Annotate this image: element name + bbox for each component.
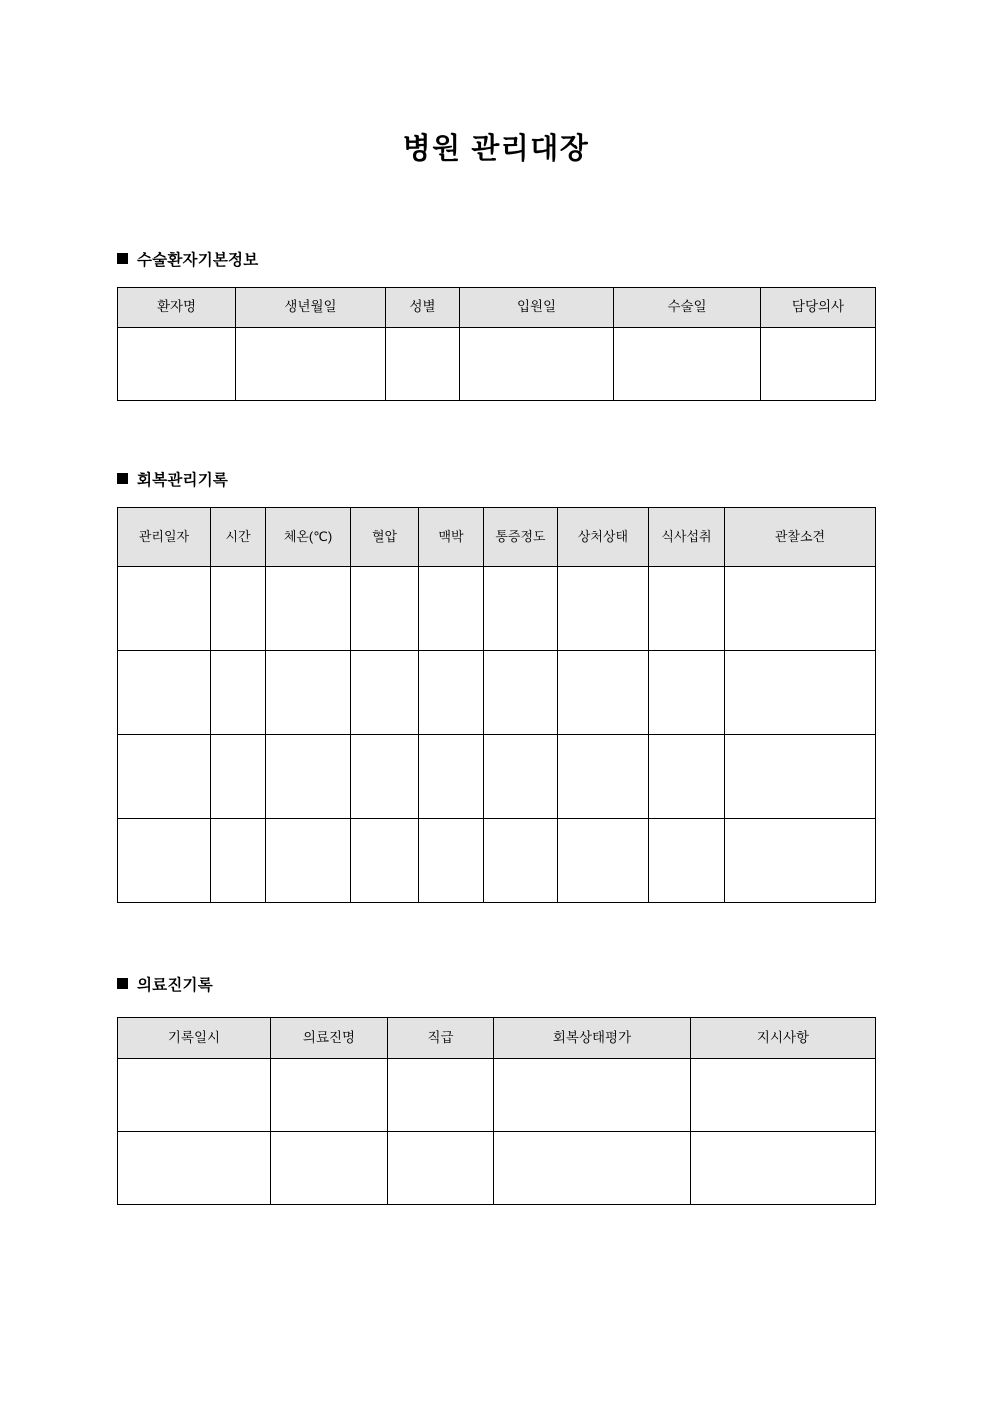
column-header-record-datetime: 기록일시 <box>118 1018 271 1059</box>
table-row <box>118 567 876 651</box>
section-heading-recovery-management-record <box>117 473 228 489</box>
column-header-patient-name: 환자명 <box>118 288 236 328</box>
cell-pulse[interactable] <box>419 567 484 651</box>
cell-admission-date[interactable] <box>460 328 614 401</box>
cell-surgery-date[interactable] <box>614 328 761 401</box>
cell-food-intake[interactable] <box>649 567 725 651</box>
table-row <box>118 1132 876 1205</box>
cell-wound-condition[interactable] <box>558 651 649 735</box>
cell-time[interactable] <box>211 735 266 819</box>
cell-position[interactable] <box>388 1132 494 1205</box>
cell-birthdate[interactable] <box>236 328 386 401</box>
cell-management-date[interactable] <box>118 651 211 735</box>
column-header-instructions: 지시사항 <box>691 1018 876 1059</box>
square-bullet-icon <box>117 253 128 264</box>
cell-record-datetime[interactable] <box>118 1132 271 1205</box>
cell-instructions[interactable] <box>691 1059 876 1132</box>
column-header-wound-condition: 상처상태 <box>558 508 649 567</box>
table-row <box>118 735 876 819</box>
table-row <box>118 1059 876 1132</box>
column-header-birthdate: 생년월일 <box>236 288 386 328</box>
column-header-surgery-date: 수술일 <box>614 288 761 328</box>
cell-observation-notes[interactable] <box>725 567 876 651</box>
cell-food-intake[interactable] <box>649 735 725 819</box>
cell-time[interactable] <box>211 651 266 735</box>
section-heading-medical-staff-record <box>117 978 213 994</box>
cell-blood-pressure[interactable] <box>351 819 419 903</box>
cell-attending-doctor[interactable] <box>761 328 876 401</box>
cell-wound-condition[interactable] <box>558 735 649 819</box>
cell-observation-notes[interactable] <box>725 735 876 819</box>
cell-time[interactable] <box>211 567 266 651</box>
table-header-row <box>118 1018 876 1059</box>
table-row <box>118 651 876 735</box>
cell-body-temperature[interactable] <box>266 735 351 819</box>
table-row <box>118 328 876 401</box>
column-header-body-temperature: 체온(℃) <box>266 508 351 567</box>
cell-gender[interactable] <box>386 328 460 401</box>
cell-body-temperature[interactable] <box>266 567 351 651</box>
table-recovery-management-record <box>117 507 876 903</box>
cell-management-date[interactable] <box>118 567 211 651</box>
column-header-attending-doctor: 담당의사 <box>761 288 876 328</box>
cell-pulse[interactable] <box>419 651 484 735</box>
cell-patient-name[interactable] <box>118 328 236 401</box>
column-header-recovery-assessment: 회복상태평가 <box>494 1018 691 1059</box>
table-header-row <box>118 508 876 567</box>
cell-staff-name[interactable] <box>271 1059 388 1132</box>
column-header-management-date: 관리일자 <box>118 508 211 567</box>
cell-instructions[interactable] <box>691 1132 876 1205</box>
cell-recovery-assessment[interactable] <box>494 1059 691 1132</box>
cell-record-datetime[interactable] <box>118 1059 271 1132</box>
cell-pain-level[interactable] <box>484 567 558 651</box>
table-row <box>118 819 876 903</box>
table-medical-staff-record <box>117 1017 876 1205</box>
table-header-row <box>118 288 876 328</box>
cell-observation-notes[interactable] <box>725 651 876 735</box>
section-heading-label: 의료진기록 <box>137 977 213 994</box>
cell-management-date[interactable] <box>118 735 211 819</box>
column-header-pain-level: 통증정도 <box>484 508 558 567</box>
column-header-observation-notes: 관찰소견 <box>725 508 876 567</box>
section-heading-label: 회복관리기록 <box>137 472 229 489</box>
cell-body-temperature[interactable] <box>266 819 351 903</box>
cell-blood-pressure[interactable] <box>351 651 419 735</box>
cell-position[interactable] <box>388 1059 494 1132</box>
cell-food-intake[interactable] <box>649 819 725 903</box>
square-bullet-icon <box>117 978 128 989</box>
cell-blood-pressure[interactable] <box>351 735 419 819</box>
cell-time[interactable] <box>211 819 266 903</box>
square-bullet-icon <box>117 473 128 484</box>
cell-pain-level[interactable] <box>484 735 558 819</box>
section-heading-surgery-patient-basic-info <box>117 253 258 269</box>
column-header-blood-pressure: 혈압 <box>351 508 419 567</box>
cell-blood-pressure[interactable] <box>351 567 419 651</box>
column-header-food-intake: 식사섭취 <box>649 508 725 567</box>
cell-body-temperature[interactable] <box>266 651 351 735</box>
cell-observation-notes[interactable] <box>725 819 876 903</box>
cell-management-date[interactable] <box>118 819 211 903</box>
cell-pain-level[interactable] <box>484 651 558 735</box>
column-header-staff-name: 의료진명 <box>271 1018 388 1059</box>
column-header-gender: 성별 <box>386 288 460 328</box>
table-surgery-patient-basic-info <box>117 287 876 401</box>
section-heading-label: 수술환자기본정보 <box>137 252 259 269</box>
cell-food-intake[interactable] <box>649 651 725 735</box>
column-header-position: 직급 <box>388 1018 494 1059</box>
cell-pulse[interactable] <box>419 735 484 819</box>
cell-staff-name[interactable] <box>271 1132 388 1205</box>
column-header-admission-date: 입원일 <box>460 288 614 328</box>
cell-pain-level[interactable] <box>484 819 558 903</box>
column-header-pulse: 맥박 <box>419 508 484 567</box>
page-title: 병원 관리대장 <box>402 133 590 165</box>
cell-pulse[interactable] <box>419 819 484 903</box>
cell-wound-condition[interactable] <box>558 567 649 651</box>
cell-recovery-assessment[interactable] <box>494 1132 691 1205</box>
column-header-time: 시간 <box>211 508 266 567</box>
cell-wound-condition[interactable] <box>558 819 649 903</box>
